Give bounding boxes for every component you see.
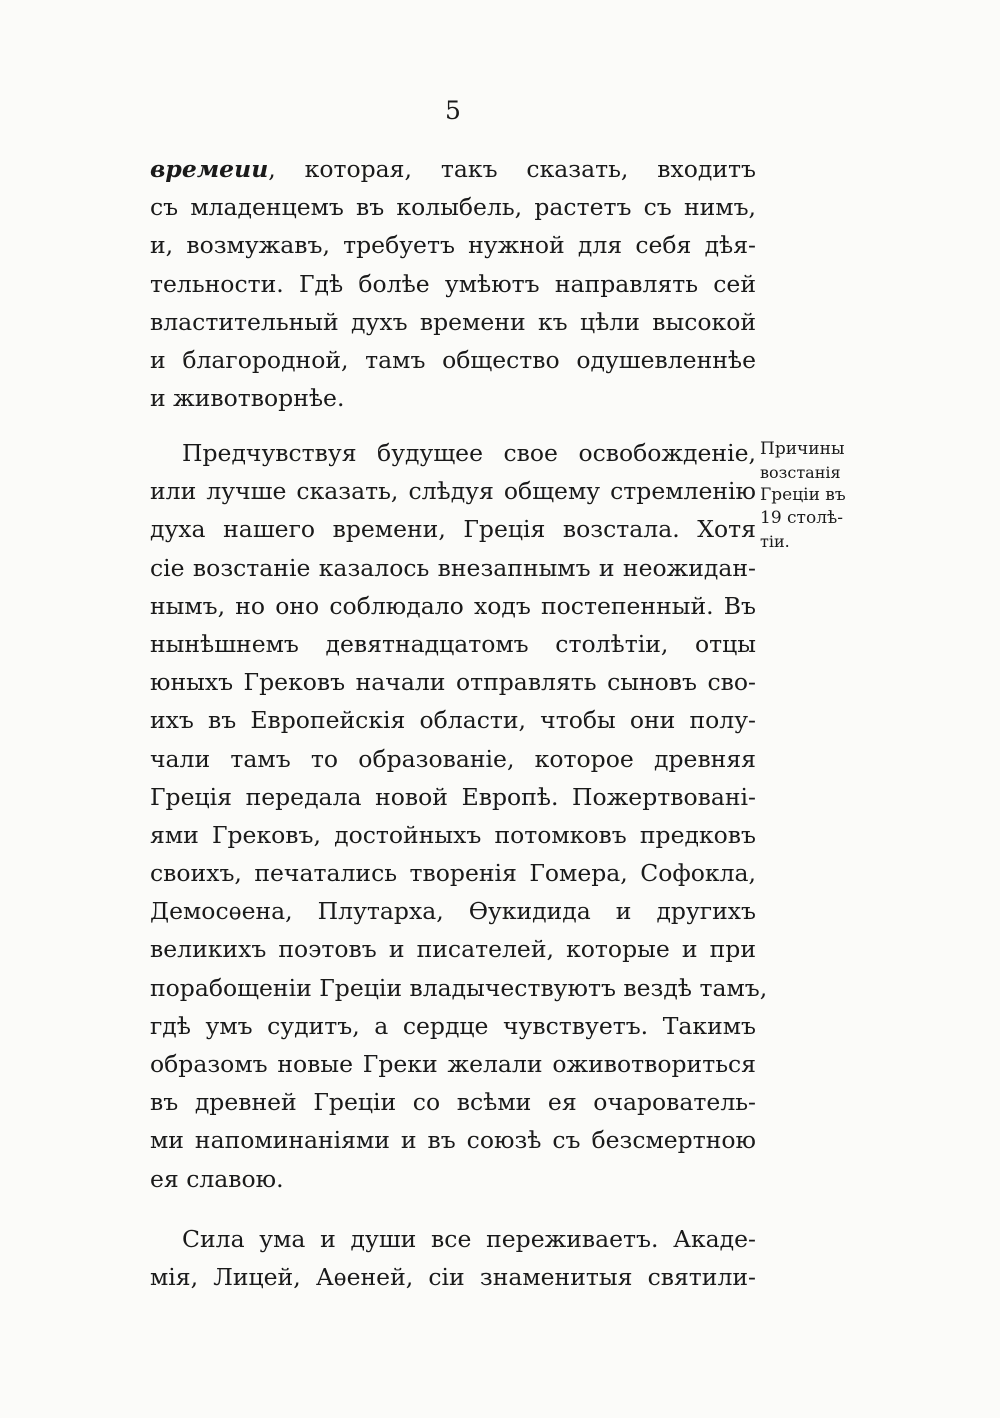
text-line: ея славою. bbox=[150, 1164, 284, 1193]
text-line: Предчувствуя будущее свое освобожденіе, bbox=[182, 439, 756, 467]
margin-note-line: 19 столѣ- bbox=[760, 508, 843, 528]
paragraph-1 bbox=[150, 150, 756, 417]
margin-note bbox=[760, 438, 872, 553]
text-line: и, возмужавъ, требуетъ нужной для себя дѣя- bbox=[150, 231, 756, 260]
paragraph-3 bbox=[150, 1220, 756, 1296]
text-line: властительный духъ времени къ цѣли высокой bbox=[150, 307, 756, 336]
text-line: Грецiя передала новой Европѣ. Пожертвованi- bbox=[150, 782, 756, 811]
text-line: чали тамъ то образованіе, которое древняя bbox=[150, 744, 756, 773]
text-line: великихъ поэтовъ и писателей, которые и при bbox=[150, 935, 756, 964]
page-number: 5 bbox=[445, 96, 461, 125]
text-line: ми напоминаніями и въ союзѣ съ безсмертною bbox=[150, 1126, 756, 1155]
text-line: духа нашего времени, Грецiя возстала. Хотя bbox=[150, 515, 756, 544]
text-line: Демосѳена, Плутарха, Ѳукидида и другихъ bbox=[150, 897, 756, 926]
text-line: и животворнѣе. bbox=[150, 384, 345, 413]
text-line: мія, Лицей, Аѳеней, сіи знаменитыя святили- bbox=[150, 1263, 756, 1292]
italic-word: времеии bbox=[150, 155, 269, 183]
text-line bbox=[150, 150, 756, 188]
text-line: въ древней Грецiи со всѣми ея очарователь- bbox=[150, 1088, 756, 1117]
text-line: тельности. Гдѣ болѣе умѣютъ направлять сей bbox=[150, 269, 756, 298]
paragraph-2 bbox=[150, 434, 768, 1198]
text-line: сіе возстаніе казалось внезапнымъ и неожидан- bbox=[150, 553, 756, 582]
margin-note-line: возстанія bbox=[760, 463, 841, 482]
margin-note-line: Причины bbox=[760, 439, 845, 459]
text-line: съ младенцемъ въ колыбель, растетъ съ нимъ, bbox=[150, 193, 756, 222]
text-line: нымъ, но оно соблюдало ходъ постепенный. Въ bbox=[150, 591, 756, 620]
text-line: нынѣшнемъ девятнадцатомъ столѣтіи, отцы bbox=[150, 629, 756, 658]
text-line: порабощеніи Грецiи владычествуютъ вездѣ тамъ, bbox=[150, 973, 768, 1002]
line-rest: , которая, такъ сказать, входитъ bbox=[268, 155, 756, 183]
text-line: Сила ума и души все переживаетъ. Акаде- bbox=[182, 1225, 756, 1253]
text-line: ихъ въ Европейскія области, чтобы они полу- bbox=[150, 706, 756, 735]
text-line: и благородной, тамъ общество одушевленнѣе bbox=[150, 345, 756, 374]
text-line: образомъ новые Греки желали оживотвориться bbox=[150, 1050, 756, 1078]
text-line: своихъ, печатались творенія Гомера, Софокла, bbox=[150, 859, 756, 888]
text-line: ями Грековъ, достойныхъ потомковъ предковъ bbox=[150, 820, 756, 849]
margin-note-line: тіи. bbox=[760, 532, 790, 551]
text-line: юныхъ Грековъ начали отправлять сыновъ сво- bbox=[150, 668, 756, 697]
margin-note-line: Грецiи въ bbox=[760, 485, 846, 505]
text-line: гдѣ умъ судитъ, а сердце чувствуетъ. Такимъ bbox=[150, 1011, 756, 1040]
text-line: или лучше сказать, слѣдуя общему стремленію bbox=[150, 477, 756, 506]
